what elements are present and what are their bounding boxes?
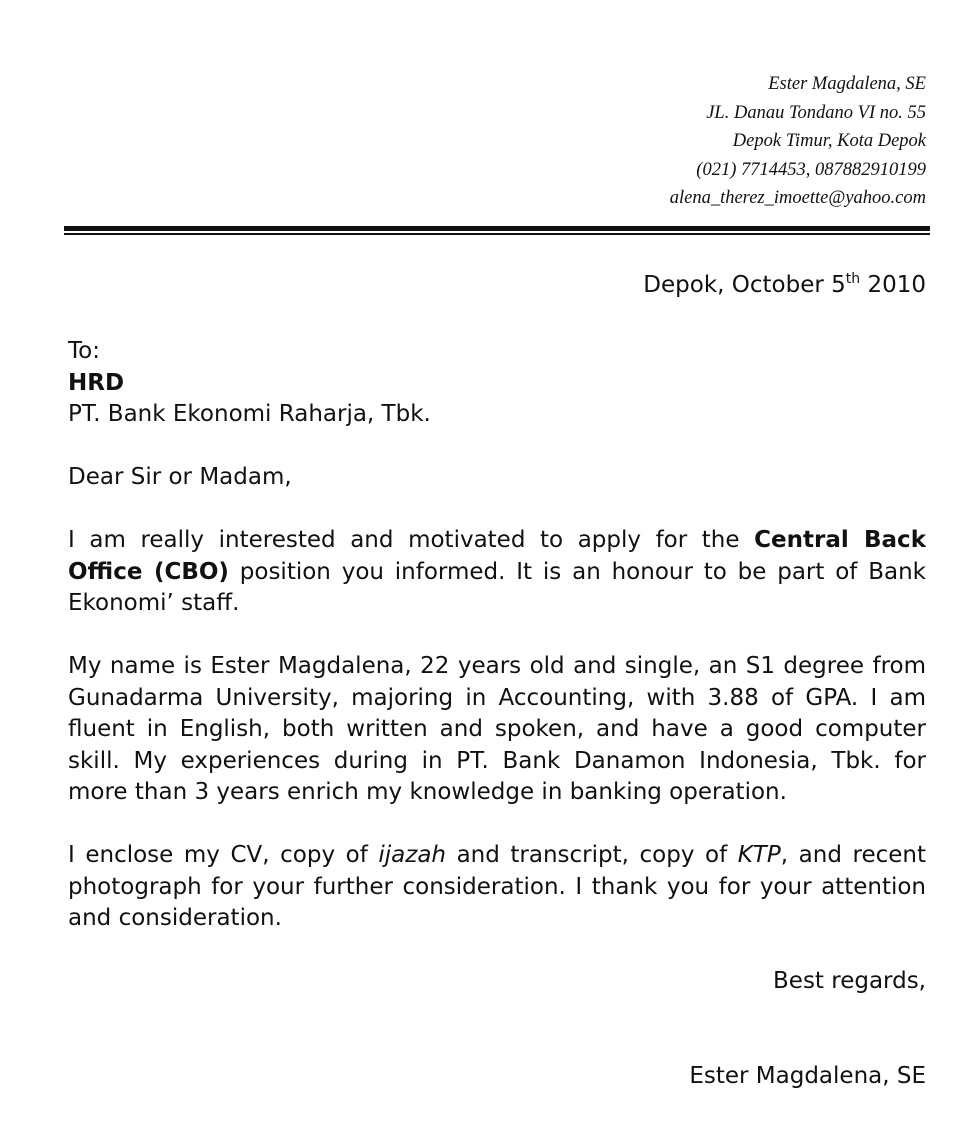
letterhead-divider-thick [64, 226, 930, 231]
paragraph1-after: position you informed. It is an honour to be part of Bank Ekonomi’ staff. [68, 558, 926, 616]
paragraph3-part2: and transcript, copy of [446, 842, 738, 868]
recipient-company: PT. Bank Ekonomi Raharja, Tbk. [68, 401, 431, 427]
recipient-label: To: [68, 338, 100, 364]
salutation: Dear Sir or Madam, [68, 464, 292, 490]
paragraph3-part1: I enclose my CV, copy of [68, 842, 379, 868]
ijazah-term: ijazah [378, 842, 446, 868]
closing-phrase: Best regards, [773, 968, 926, 994]
paragraph3-part3: , and recent photograph for your further consideration. I thank you for your attention and consideration. [68, 842, 926, 931]
paragraph-enclosures [68, 840, 926, 935]
letter-date [643, 272, 926, 298]
position-title: Central Back Office (CBO) [68, 527, 926, 585]
recipient-block [68, 336, 926, 431]
date-year: 2010 [860, 272, 926, 298]
recipient-department: HRD [68, 369, 125, 396]
ktp-term: KTP [737, 842, 781, 868]
sender-letterhead [670, 70, 926, 213]
letter-body [68, 336, 926, 1092]
paragraph-application [68, 525, 926, 620]
date-superscript: th [845, 271, 861, 287]
sender-address-line1: JL. Danau Tondano VI no. 55 [706, 102, 926, 123]
sender-email: alena_therez_imoette@yahoo.com [669, 188, 926, 208]
sender-name: Ester Magdalena, SE [768, 74, 926, 94]
sender-address-line2: Depok Timur, Kota Depok [732, 131, 926, 151]
paragraph-profile: My name is Ester Magdalena, 22 years old and single, an S1 degree from Gunadarma University, majoring in Accounting, with 3.88 of GPA. I am fluent in English, both written and spoken, and have a good computer skill. My experiences during in PT. Bank Danamon Indonesia, Tbk. for more than 3 years enrich my knowledge in banking operation. [68, 653, 926, 805]
sender-phone: (021) 7714453, 087882910199 [696, 159, 926, 180]
letterhead-divider-thin [64, 233, 930, 235]
paragraph1-before: I am really interested and motivated to apply for the [68, 527, 755, 553]
date-prefix: Depok, October 5 [643, 272, 846, 298]
signature-name: Ester Magdalena, SE [689, 1062, 926, 1089]
